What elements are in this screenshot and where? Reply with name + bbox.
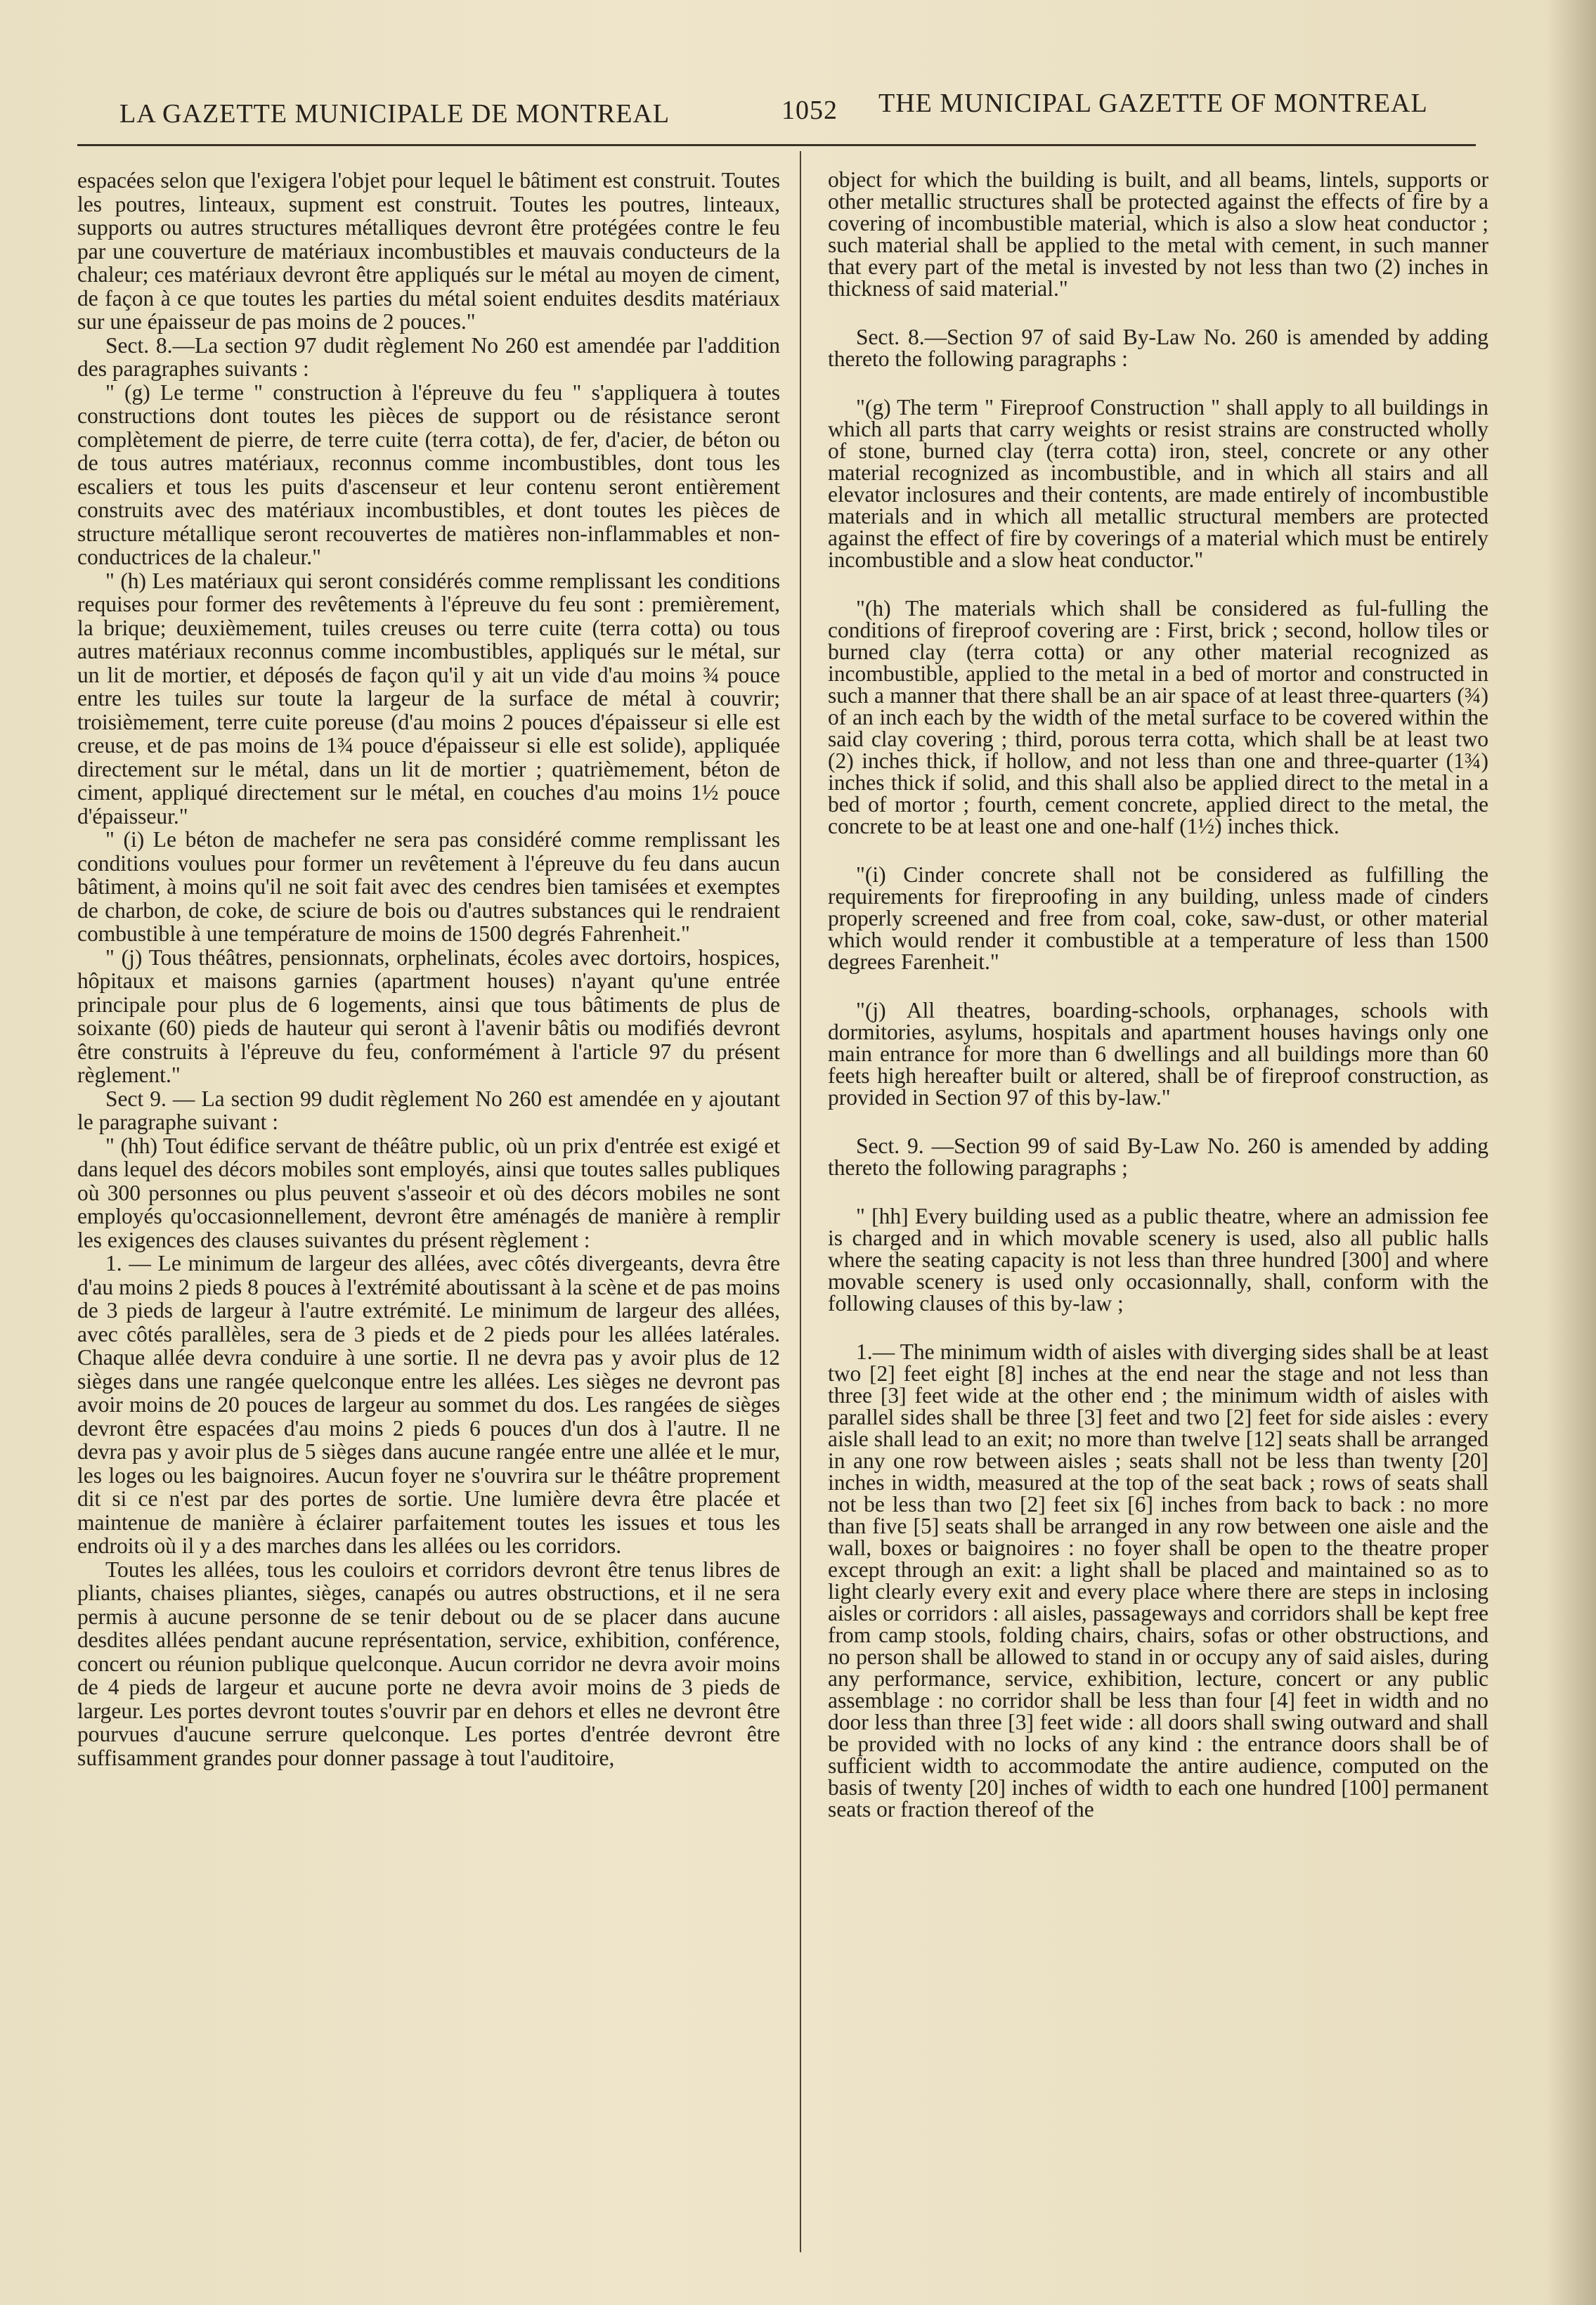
fr-section-8-intro: Sect. 8.—La section 97 dudit règlement No 260 est amendée par l'addition des paragraphes suivants : xyxy=(77,332,780,381)
en-paragraph-i: "(i) Cinder concrete shall not be considered as fulfilling the requirements for fireproofing in any building, unless made of cinders properly screened and free from coal, coke, saw-dust, or other material which would render it combustible at a temperature of less than 1500 degrees Farenheit." xyxy=(828,862,1488,974)
fr-paragraph-continuation: espacées selon que l'exigera l'objet pour lequel le bâtiment est construit. Toutes les poutres, linteaux, supment est construit. Toutes les poutres, linteaux, supports ou autres structures métalliques devront être protégées contre le feu par une couverture de matériaux incombustibles et mauvais conducteurs de la chaleur; ces matériaux devront être appliqués sur le métal au moyen de ciment, de façon à ce que toutes les parties du métal soient enduites desdits matériaux sur une épaisseur de pas moins de 2 pouces." xyxy=(77,168,780,334)
fr-paragraph-i: " (i) Le béton de machefer ne sera pas considéré comme remplissant les conditions voulues pour former un revêtement à l'épreuve du feu dans aucun bâtiment, à moins qu'il ne soit fait avec des cendres bien tamisées et exemptes de charbon, de coke, de sciure de bois ou d'autres substances qui le rendraient combustible à une température de moins de 1500 degrés Fahrenheit." xyxy=(77,827,780,946)
english-column xyxy=(828,169,1488,1820)
en-clause-1: 1.— The minimum width of aisles with diverging sides shall be at least two [2] feet eight [8] inches at the end near the stage and not less than three [3] feet wide at the other end ; the minimum width of aisles with parallel sides shall be three [3] feet and two [2] feet for side aisles : every aisle shall lead to an exit; no more than twelve [12] seats shall be arranged in any one row between aisles ; seats shall not be less than twenty [20] inches in width, measured at the top of the seat back ; rows of seats shall not be less than two [2] feet six [6] inches from back to back : no more than five [5] seats shall be arranged in any row between one aisle and the wall, boxes or baignoires : no foyer shall be open to the theatre proper except through an exit: a light shall be placed and maintained so as to light clearly every exit and every place where there are steps in inclosing aisles or corridors : all aisles, passageways and corridors shall be kept free from camp stools, folding chairs, chairs, sofas or other obstructions, and no person shall be allowed to stand in or occupy any of said aisles, during any performance, service, exhibition, lecture, concert or any public assemblage : no corridor shall be less than four [4] feet in width and no door less than three [3] feet wide : all doors shall swing outward and shall be provided with no locks of any kind : the entrance doors shall be of sufficient width to accommodate the antire audience, computed on the basis of twenty [20] inches of width to each one hundred [100] permanent seats or fraction thereof of the xyxy=(828,1339,1488,1822)
en-paragraph-hh: " [hh] Every building used as a public theatre, where an admission fee is charged and in which movable scenery is used, also all public halls where the seating capacity is not less than three hundred [300] and where movable scenery is used only occasionnally, shall, conform with the following clauses of this by-law ; xyxy=(828,1204,1488,1316)
header-rule xyxy=(77,144,1476,146)
column-divider xyxy=(800,151,801,2252)
en-paragraph-h: "(h) The materials which shall be considered as ful-fulling the conditions of fireproof covering are : First, brick ; second, hollow tiles or burned clay (terra cotta) or any other material recognized as incombustible, applied to the metal in a bed of mortor and constructed in such a manner that there shall be an air space of at least three-quarters (¾) of an inch each by the width of the metal surface to be covered within the said clay covering ; third, porous terra cotta, which shall be at least two (2) inches thick, if hollow, and not less than one and three-quarter (1¾) inches thick if solid, and this shall also be applied direct to the metal in a bed of mortor ; fourth, cement concrete, applied direct to the metal, the concrete to be at least one and one-half (1½) inches thick. xyxy=(828,596,1488,838)
fr-paragraph-hh: " (hh) Tout édifice servant de théâtre public, où un prix d'entrée est exigé et dans lequel des décors mobiles sont employés, ainsi que toutes salles publiques où 300 personnes ou plus peuvent s'asseoir et où des décors mobiles ne sont employés qu'occasionnellement, devront être aménagés de manière à remplir les exigences des clauses suivantes du présent règlement : xyxy=(77,1133,780,1252)
header-english-title: THE MUNICIPAL GAZETTE OF MONTREAL xyxy=(878,89,1428,118)
page-number: 1052 xyxy=(781,96,838,125)
fr-paragraph-j: " (j) Tous théâtres, pensionnats, orphelinats, écoles avec dortoirs, hospices, hôpitaux et maisons garnies (apartment houses) n'ayant qu'une entrée principale pour plus de 6 logements, ainsi que tous bâtiments de plus de soixante (60) pieds de hauteur qui seront à l'avenir bâtis ou modifiés devront être construits à l'épreuve du feu, conformément à l'article 97 du présent règlement." xyxy=(77,944,780,1087)
fr-paragraph-h: " (h) Les matériaux qui seront considérés comme remplissant les conditions requises pour former des revêtements à l'épreuve du feu sont : premièrement, la brique; deuxièmement, tuiles creuses ou terre cuite (terra cotta) ou tous autres matériaux reconnus comme incombustibles, appliqués sur le métal, sur un lit de mortier, et déposés de façon qu'il y ait un vide d'au moins ¾ pouce entre les tuiles sur toute la largeur de la surface de métal à couvrir; troisièmement, terre cuite poreuse (d'au moins 2 pouces d'épaisseur si elle est creuse, et de pas moins de 1¾ pouce d'épaisseur si elle est solide), appliquée directement sur le métal, dans un lit de mortier ; quatrièmement, béton de ciment, appliqué directement sur le métal, en couches d'au moins 1½ pouce d'épaisseur." xyxy=(77,568,780,829)
header-french-title: LA GAZETTE MUNICIPALE DE MONTREAL xyxy=(119,99,670,129)
page-header xyxy=(119,88,1490,144)
en-paragraph-g: "(g) The term " Fireproof Construction " shall apply to all buildings in which all parts that carry weights or resist strains are constructed wholly of stone, burned clay (terra cotta) iron, steel, concrete or any other material recognized as incombustible, and in which all stairs and all elevator inclosures and their contents, are made entirely of incombustible materials and in which all metallic structural members are protected against the effect of fire by coverings of a material which must be entirely incombustible and a slow heat conductor." xyxy=(828,395,1488,572)
en-section-8-intro: Sect. 8.—Section 97 of said By-Law No. 260 is amended by adding thereto the following paragraphs : xyxy=(828,325,1488,371)
en-paragraph-continuation: object for which the building is built, and all beams, lintels, supports or other metallic structures shall be protected against the effects of fire by a covering of incombustible material, which is also a slow heat conductor ; such material shall be applied to the metal with cement, in such manner that every part of the metal is invested by not less than two (2) inches in thickness of said material." xyxy=(828,167,1488,301)
en-paragraph-j: "(j) All theatres, boarding-schools, orphanages, schools with dormitories, asylums, hospitals and apartment houses havings only one main entrance for more than 6 dwellings and all buildings more than 60 feets high hereafter built or altered, shall be of fireproof construction, as provided in Section 97 of this by-law." xyxy=(828,998,1488,1110)
fr-section-9-intro: Sect 9. — La section 99 dudit règlement No 260 est amendée en y ajoutant le paragraphe suivant : xyxy=(77,1086,780,1134)
en-section-9-intro: Sect. 9. —Section 99 of said By-Law No. 260 is amended by adding thereto the following paragraphs ; xyxy=(828,1134,1488,1180)
page-gutter-shadow xyxy=(1547,0,1596,2305)
fr-paragraph-g: " (g) Le terme " construction à l'épreuve du feu " s'appliquera à toutes constructions dont toutes les pièces de support ou de résistance seront complètement de pierre, de terre cuite (terra cotta), de fer, d'acier, de béton ou de tous autres matériaux, reconnus comme incombustibles, dont tous les escaliers et tous les puits d'ascenseur et leur contenu seront entièrement construits avec des matériaux incombustibles, et dont toutes les pièces de structure métallique seront recouvertes de matières non-inflammables et non-conductrices de la chaleur." xyxy=(77,379,780,569)
french-column xyxy=(77,169,780,1770)
fr-clause-1: 1. — Le minimum de largeur des allées, avec côtés divergeants, devra être d'au moins 2 pieds 8 pouces à l'extrémité aboutissant à la scène et de pas moins de 3 pieds de largeur à l'autre extrémité. Le minimum de largeur des allées, avec côtés parallèles, sera de 3 pieds et de 2 pieds pour les allées latérales. Chaque allée devra conduire à une sortie. Il ne devra pas y avoir plus de 12 sièges dans une rangée quelconque entre les allées. Les sièges ne devront pas avoir moins de 20 pouces de largeur au sommet du dos. Les rangées de sièges devront être espacées d'au moins 2 pieds 6 pouces d'un dos à l'autre. Il ne devra pas y avoir plus de 5 sièges dans aucune rangée entre une allée et le mur, les loges ou les baignoires. Aucun foyer ne s'ouvrira sur le théâtre proprement dit si ce n'est par des portes de sortie. Une lumière devra être placée et maintenue de manière à éclairer parfaitement toutes les issues et tous les endroits où il y a des marches dans les allées ou les corridors. xyxy=(77,1251,780,1558)
fr-aisles-paragraph: Toutes les allées, tous les couloirs et corridors devront être tenus libres de pliants, chaises pliantes, sièges, canapés ou autres obstructions, et il ne sera permis à aucune personne de se tenir debout ou de se placer dans aucune desdites allées pendant aucune représentation, service, exhibition, conférence, concert ou réunion publique quelconque. Aucun corridor ne devra avoir moins de 4 pieds de largeur et aucune porte ne devra avoir moins de 3 pieds de largeur. Les portes devront toutes s'ouvrir par en dehors et elles ne devront être pourvues d'aucune serrure quelconque. Les portes d'entrée devront être suffisamment grandes pour donner passage à tout l'auditoire, xyxy=(77,1557,780,1770)
